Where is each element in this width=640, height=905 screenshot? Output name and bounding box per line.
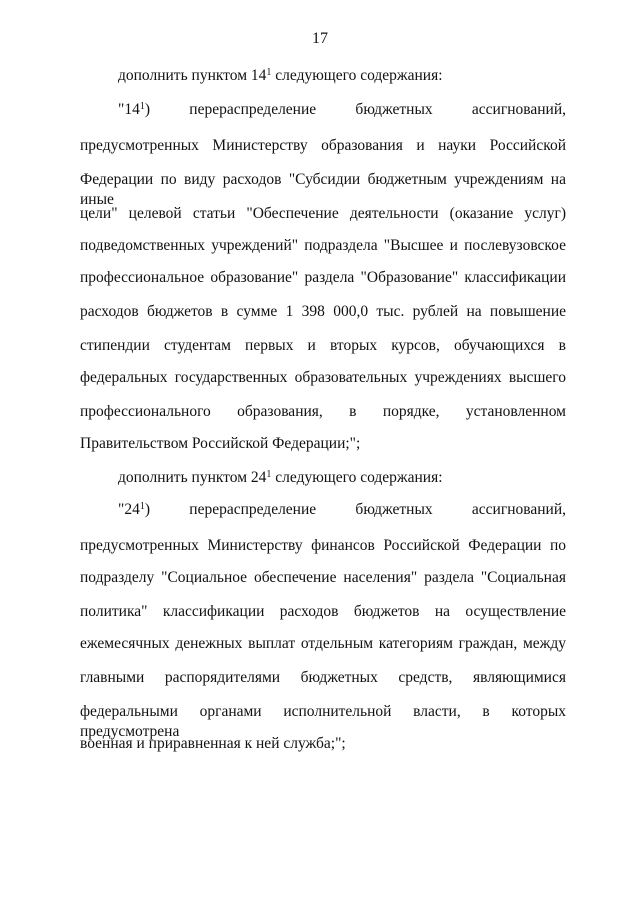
section-14-last-line: Правительством Российской Федерации;";: [80, 435, 361, 452]
section-24-intro-sup: 1: [266, 469, 272, 480]
section-14-line: профессионального образования, в порядке, установленном: [80, 403, 566, 420]
section-24-line: предусмотренных Министерству финансов Российской Федерации по: [80, 537, 566, 554]
section-14-intro-sup: 1: [266, 67, 272, 78]
section-14-line: предусмотренных Министерству образования и науки Российской: [80, 137, 566, 154]
section-14-line: подведомственных учреждений" подраздела "Высшее и послевузовское: [80, 237, 566, 254]
section-14-line: цели" целевой статьи "Обеспечение деятельности (оказание услуг): [80, 205, 566, 222]
section-24-quote-open: "24: [118, 501, 140, 518]
section-14-line: расходов бюджетов в сумме 1 398 000,0 тыс. рублей на повышение: [80, 303, 566, 320]
page-number: 17: [312, 30, 328, 47]
section-14-line: стипендии студентам первых и вторых курсов, обучающихся в: [80, 337, 566, 354]
section-24-first-sup: 1: [139, 501, 145, 512]
section-24-line: ежемесячных денежных выплат отдельным категориям граждан, между: [80, 635, 566, 652]
section-24-last-line: военная и приравненная к ней служба;";: [80, 735, 346, 752]
section-24-intro: [118, 468, 566, 488]
section-14-intro-pre: дополнить пунктом 14: [118, 67, 267, 84]
section-14-first-rest: ) перераспределение бюджетных ассигнований,: [144, 101, 566, 118]
section-14-intro: [118, 66, 566, 86]
section-14-line: Федерации по виду расходов "Субсидии бюджетным учреждениям на иные: [80, 171, 566, 208]
section-14-first-line: [118, 100, 566, 120]
section-14-quote-open: "14: [118, 101, 140, 118]
section-14-line: федеральных государственных образовательных учреждениях высшего: [80, 369, 566, 386]
section-24-intro-post: следующего содержания:: [271, 469, 443, 486]
section-24-line: главными распорядителями бюджетных средств, являющимися: [80, 669, 566, 686]
section-24-first-line: [118, 500, 566, 520]
section-24-first-rest: ) перераспределение бюджетных ассигнований,: [144, 501, 566, 518]
section-14-line: профессиональное образование" раздела "Образование" классификации: [80, 269, 566, 286]
section-24-line: политика" классификации расходов бюджетов на осуществление: [80, 603, 566, 620]
section-14-first-sup: 1: [139, 101, 145, 112]
section-14-intro-post: следующего содержания:: [271, 67, 443, 84]
section-24-intro-pre: дополнить пунктом 24: [118, 469, 267, 486]
section-24-line: федеральными органами исполнительной власти, в которых предусмотрена: [80, 703, 566, 740]
section-24-line: подразделу "Социальное обеспечение населения" раздела "Социальная: [80, 569, 566, 586]
